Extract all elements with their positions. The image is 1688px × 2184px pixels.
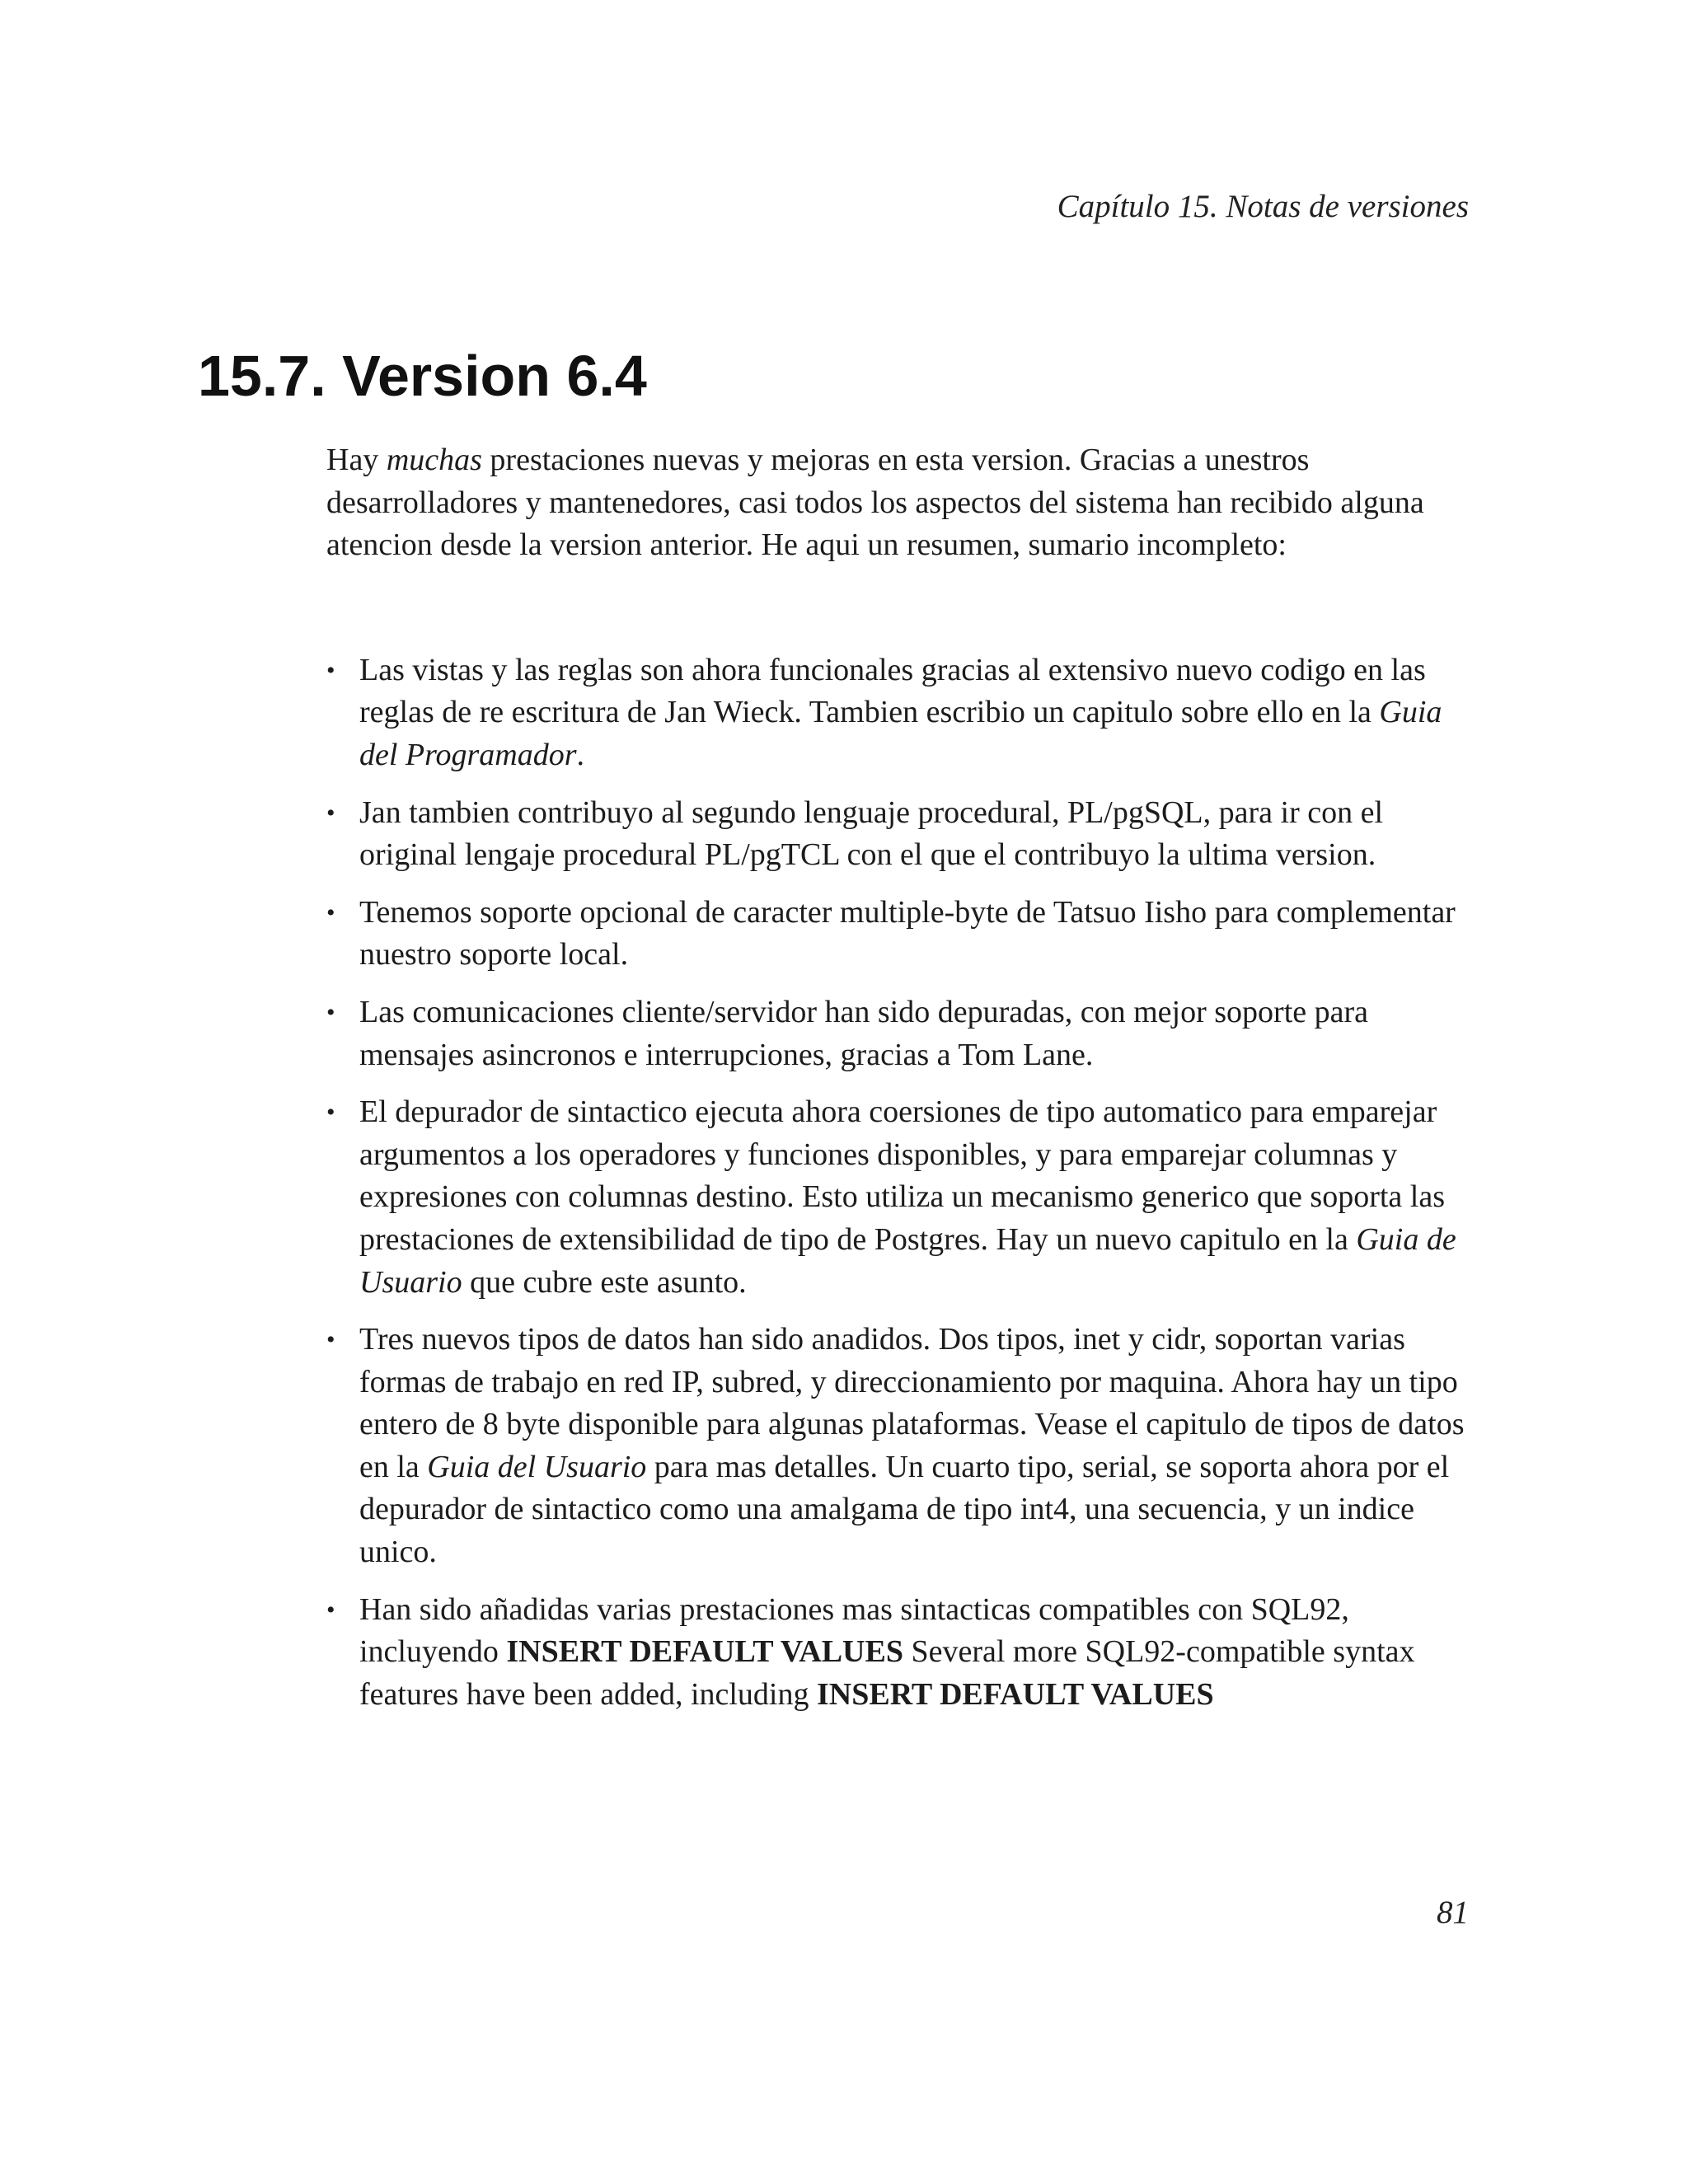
feature-list <box>326 649 1480 1717</box>
intro-text-end: prestaciones nuevas y mejoras en esta version. Gracias a unestros desarrolladores y mantenedores, casi todos los aspectos del sistema han recibido alguna atencion desde la version anterior. He aqui un resumen, sumario incompleto: <box>326 443 1424 563</box>
bullet-icon: • <box>326 1326 335 1354</box>
bullet-icon: • <box>326 799 335 827</box>
item-text-end: . <box>576 737 585 772</box>
bullet-icon: • <box>326 656 335 684</box>
item-text: Tres nuevos tipos de datos han sido anadidos. Dos tipos, inet y cidr, soportan varias formas de trabajo en red IP, subred, y direccionamiento por maquina. Ahora hay un tipo entero de 8 byte disponible para algunas plataformas. Vease el capitulo de tipos de datos en la <box>359 1322 1465 1484</box>
item-text-end: que cubre este asunto. <box>462 1264 747 1300</box>
list-item <box>326 792 1480 877</box>
intro-paragraph <box>326 439 1480 567</box>
item-emphasis: Guia del Programador <box>359 695 1442 772</box>
item-text: Han sido añadidas varias prestaciones mas sintacticas compatibles con SQL92, incluyendo <box>359 1591 1349 1670</box>
bullet-icon: • <box>326 998 335 1026</box>
list-item <box>326 991 1480 1076</box>
intro-text-start: Hay <box>326 443 387 477</box>
item-text: Las vistas y las reglas son ahora funcionales gracias al extensivo nuevo codigo en las reglas de re escritura de Jan Wieck. Tambien escribio un capitulo sobre ello en la <box>359 652 1426 730</box>
item-text: Las comunicaciones cliente/servidor han sido depuradas, con mejor soporte para mensajes asincronos e interrupciones, gracias a Tom Lane. <box>359 994 1369 1072</box>
list-item <box>326 1589 1480 1717</box>
list-item <box>326 649 1480 777</box>
page-number: 81 <box>1437 1895 1469 1930</box>
list-item <box>326 892 1480 977</box>
item-emphasis: Guia de Usuario <box>359 1221 1456 1300</box>
item-text: Jan tambien contribuyo al segundo lenguaje procedural, PL/pgSQL, para ir con el original lengaje procedural PL/pgTCL con el que el contribuyo la ultima version. <box>359 794 1384 873</box>
bullet-icon: • <box>326 1099 335 1127</box>
sql-command: INSERT DEFAULT VALUES <box>506 1634 903 1670</box>
item-emphasis: Guia del Usuario <box>427 1449 647 1484</box>
sql-command: INSERT DEFAULT VALUES <box>817 1676 1214 1712</box>
intro-emphasis: muchas <box>386 443 482 477</box>
item-text: El depurador de sintactico ejecuta ahora coersiones de tipo automatico para emparejar argumentos a los operadores y funciones disponibles, y para emparejar columnas y expresiones con columnas destino. Esto utiliza un mecanismo generico que soporta las prestaciones de extensibilidad de tipo de Postgres. Hay un nuevo capitulo en la <box>359 1094 1445 1257</box>
section-title: 15.7. Version 6.4 <box>198 344 647 408</box>
bullet-icon: • <box>326 1596 335 1624</box>
list-item <box>326 1319 1480 1574</box>
item-text-middle: Several more SQL92-compatible syntax features have been added, including <box>359 1634 1415 1712</box>
bullet-icon: • <box>326 898 335 926</box>
running-header: Capítulo 15. Notas de versiones <box>1057 189 1469 224</box>
item-text: Tenemos soporte opcional de caracter multiple-byte de Tatsuo Iisho para complementar nuestro soporte local. <box>359 894 1456 972</box>
body-content <box>326 439 1480 1731</box>
item-text-end: para mas detalles. Un cuarto tipo, serial, se soporta ahora por el depurador de sintactico como una amalgama de tipo int4, una secuencia, y un indice unico. <box>359 1449 1450 1570</box>
list-item <box>326 1091 1480 1304</box>
